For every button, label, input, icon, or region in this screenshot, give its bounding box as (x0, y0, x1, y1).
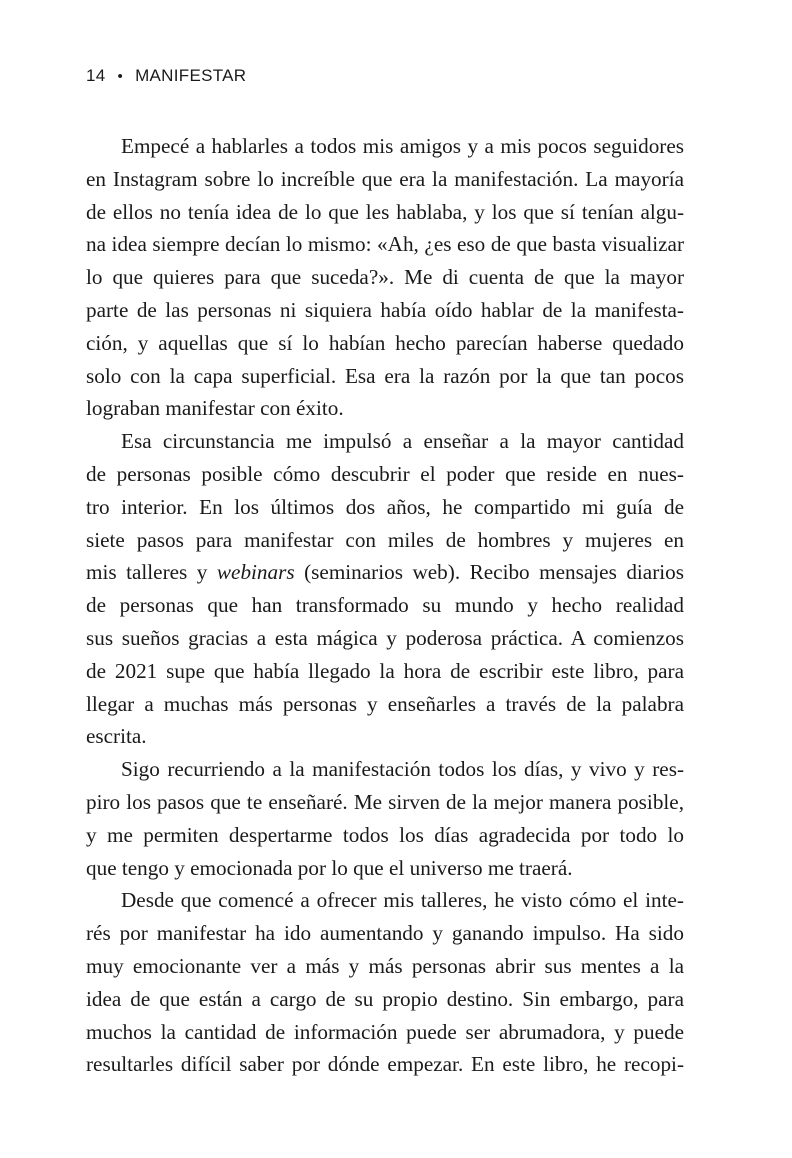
text-line: na idea siempre decían lo mismo: «Ah, ¿es eso de que basta visualizar (86, 232, 684, 257)
text-run: mis talleres y (86, 560, 217, 585)
body-text (86, 130, 684, 1081)
text-line: piro los pasos que te enseñaré. Me sirven de la mejor manera posible, (86, 789, 684, 814)
text-line: llegar a muchas más personas y enseñarles a través de la palabra (86, 691, 684, 716)
page-number: 14 (86, 66, 106, 85)
header-separator: • (117, 68, 124, 85)
text-line: lograban manifestar con éxito. (86, 396, 344, 421)
text-line: de personas posible cómo descubrir el poder que reside en nues- (86, 461, 684, 486)
text-line: lo que quieres para que suceda?». Me di cuenta de que la mayor (86, 265, 684, 290)
paragraph-3 (86, 753, 684, 884)
text-line: idea de que están a cargo de su propio destino. Sin embargo, para (86, 986, 684, 1011)
paragraph-2 (86, 425, 684, 753)
text-line: ción, y aquellas que sí lo habían hecho parecían haberse quedado (86, 330, 684, 355)
text-line: escrita. (86, 724, 147, 749)
book-title: MANIFESTAR (135, 66, 247, 85)
text-line: de ellos no tenía idea de lo que les hablaba, y los que sí tenían algu- (86, 199, 684, 224)
text-line: rés por manifestar ha ido aumentando y ganando impulso. Ha sido (86, 921, 684, 946)
text-line: muy emocionante ver a más y más personas abrir sus mentes a la (86, 953, 684, 978)
text-line: Desde que comencé a ofrecer mis talleres, he visto cómo el inte- (121, 888, 684, 913)
text-line: que tengo y emocionada por lo que el universo me traerá. (86, 855, 573, 880)
text-line: sus sueños gracias a esta mágica y poderosa práctica. A comienzos (86, 625, 684, 650)
text-line: solo con la capa superficial. Esa era la razón por la que tan pocos (86, 363, 684, 388)
paragraph-1 (86, 130, 684, 425)
text-line: y me permiten despertarme todos los días agradecida por todo lo (86, 822, 684, 847)
text-line: parte de las personas ni siquiera había oído hablar de la manifesta- (86, 297, 684, 322)
text-line: siete pasos para manifestar con miles de hombres y mujeres en (86, 527, 684, 552)
text-line (86, 556, 684, 589)
text-line: de 2021 supe que había llegado la hora de escribir este libro, para (86, 658, 684, 683)
text-line: tro interior. En los últimos dos años, he compartido mi guía de (86, 494, 684, 519)
text-line: Sigo recurriendo a la manifestación todos los días, y vivo y res- (121, 757, 684, 782)
text-run: (seminarios web). Recibo mensajes diarios (294, 560, 684, 585)
paragraph-4 (86, 884, 684, 1081)
text-line: en Instagram sobre lo increíble que era la manifestación. La mayoría (86, 166, 684, 191)
text-line: resultarles difícil saber por dónde empezar. En este libro, he recopi- (86, 1052, 684, 1077)
text-line: Esa circunstancia me impulsó a enseñar a la mayor cantidad (121, 429, 684, 454)
text-line: de personas que han transformado su mundo y hecho realidad (86, 593, 684, 618)
text-line: muchos la cantidad de información puede ser abrumadora, y puede (86, 1019, 684, 1044)
running-header (86, 66, 246, 86)
text-line: Empecé a hablarles a todos mis amigos y a mis pocos seguidores (121, 134, 684, 158)
italic-term: webinars (216, 560, 295, 585)
